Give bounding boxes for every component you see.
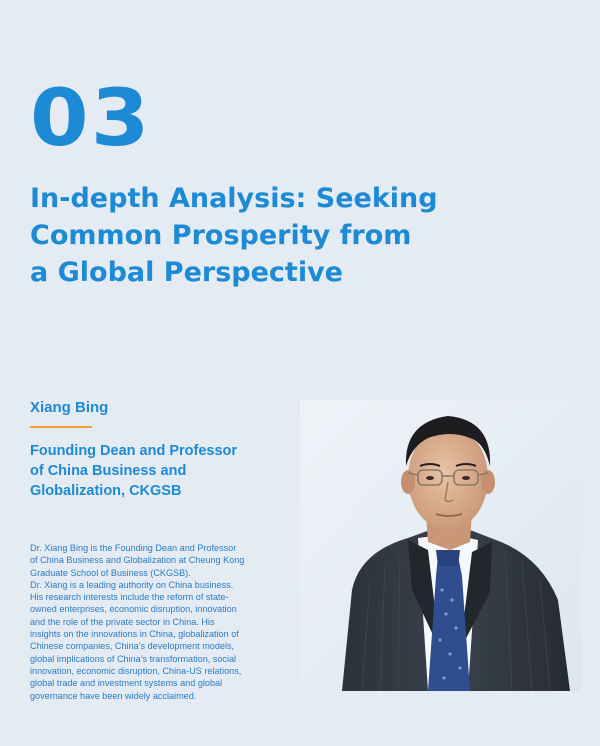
chapter-number: 03 — [30, 74, 152, 164]
orange-divider — [30, 426, 92, 428]
bio-line: and the role of the private sector in China. His — [30, 616, 215, 627]
author-name: Xiang Bing — [30, 399, 109, 416]
bio-line: Dr. Xiang Bing is the Founding Dean and Professor — [30, 543, 237, 553]
author-role-line: Founding Dean and Professor — [30, 443, 238, 459]
portrait-illustration — [300, 400, 581, 691]
chapter-title-line: In-depth Analysis: Seeking — [30, 183, 438, 214]
bio-line: Chinese companies, China’s development models, — [30, 641, 235, 652]
bio-line: global implications of China’s transformation, social — [30, 653, 237, 664]
author-role-line: Globalization, CKGSB — [30, 483, 182, 499]
bio-line: governance have been widely acclaimed. — [30, 690, 197, 701]
author-bio — [30, 542, 290, 702]
portrait-photo — [300, 400, 581, 691]
bio-line: Graduate School of Business (CKGSB). — [30, 567, 191, 578]
bio-line: of China Business and Globalization at Cheung Kong — [30, 555, 245, 566]
bio-line: Dr. Xiang is a leading authority on China business. — [30, 579, 234, 590]
author-role-line: of China Business and — [30, 463, 187, 479]
chapter-title-line: a Global Perspective — [30, 257, 343, 288]
bio-line: global trade and investment systems and global — [30, 678, 223, 689]
bio-line: owned enterprises, economic disruption, innovation — [30, 604, 237, 615]
chapter-title — [30, 180, 470, 291]
chapter-title-line: Common Prosperity from — [30, 220, 412, 251]
bio-line: insights on the innovations in China, globalization of — [30, 629, 239, 640]
author-role — [30, 441, 300, 501]
bio-line: His research interests include the reform of state- — [30, 592, 229, 603]
bio-line: innovation, economic disruption, China-US relations, — [30, 665, 242, 676]
